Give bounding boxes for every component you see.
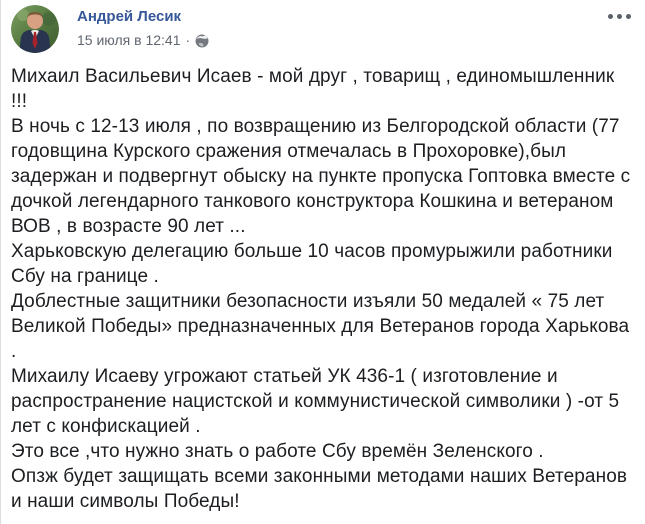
- post-paragraph: Харьковскую делегацию больше 10 часов промурыжили работники Сбу на границе .: [11, 241, 613, 287]
- post-meta: [77, 5, 209, 49]
- post-paragraph: Михаил Васильевич Исаев - мой друг , товарищ , единомышленник !!!: [11, 66, 615, 112]
- post-paragraph: Михаилу Исаеву угрожают статьей УК 436-1 ( изготовление и распространение нацистской и коммунистической символики ) -от 5 лет с конфискацией .: [11, 366, 620, 437]
- timestamp-link[interactable]: 15 июля в 12:41: [77, 32, 181, 48]
- post-header: [1, 0, 645, 53]
- dot-separator: ·: [185, 32, 191, 48]
- avatar[interactable]: [11, 5, 59, 53]
- avatar-image: [11, 5, 59, 53]
- post-options-button[interactable]: [602, 8, 637, 25]
- post-paragraph: Опзж будет защищать всеми законными методами наших Ветеранов и наши символы Победы!: [11, 466, 628, 512]
- author-name-link[interactable]: Андрей Лесик: [77, 8, 182, 25]
- post-subline: [77, 32, 209, 49]
- post-paragraph: Доблестные защитники безопасности изъяли 50 медалей « 75 лет Великой Победы» предназначенных для Ветеранов города Харькова .: [11, 291, 630, 362]
- post-body: [1, 53, 645, 524]
- post-paragraph: Это все ,что нужно знать о работе Сбу времён Зеленского .: [11, 441, 544, 462]
- globe-icon: [195, 34, 209, 48]
- ellipsis-icon: [608, 14, 631, 19]
- post-paragraph: В ночь с 12-13 июля , по возвращению из Белгородской области (77 годовщина Курского сражения отмечалась в Прохоровке),был задержан и подвергнут обыску на пункте пропуска Гоптовка вместе с дочкой легендарного танкового конструктора Кошкина и ветераном ВОВ , в возрасте 90 лет ...: [11, 116, 631, 237]
